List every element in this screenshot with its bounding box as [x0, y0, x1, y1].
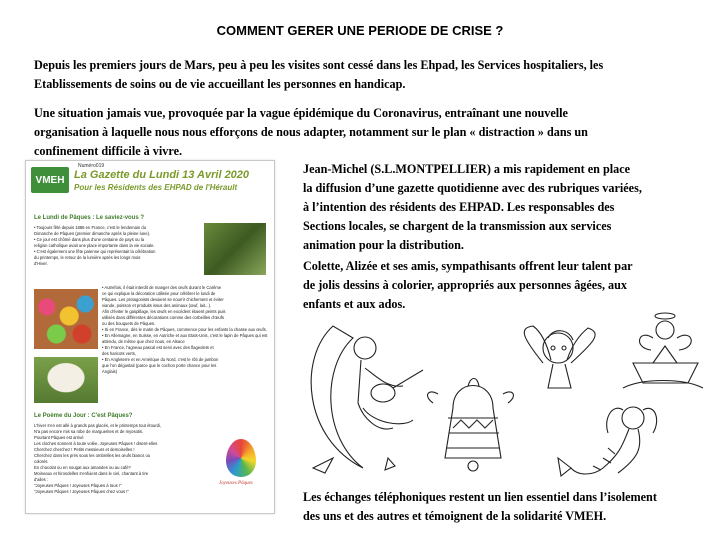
gazette-text-line: • C'est également une fête païenne qui représentait la célébration — [34, 249, 156, 254]
drawings-line: Colette, Alizée et ses amis, sympathisants offrent leur talent par — [303, 259, 633, 273]
gazette-text-line: Les cloches sonnent à toute volée, Joyeuses Pâques ! disent-elles — [34, 441, 158, 446]
vmeh-logo: VMEH — [31, 167, 69, 193]
gazette-text-line: ce qui explique la décoration utilisée pour célébrer le lundi de — [102, 291, 216, 296]
gazette-text-line: ou des bouquets de Pâques. — [102, 321, 156, 326]
gazette-text-line: attendu, de même que chez nous, en Alsace — [102, 339, 185, 344]
drawings-line: de jolis dessins à colorier, appropriés aux personnes âgées, aux — [303, 278, 628, 292]
gazette-subtitle: Pour les Résidents des EHPAD de l'Hérault — [74, 183, 238, 192]
gazette-text-line: Dimanche de Pâques (premier dimanche après la pleine lune). — [34, 231, 151, 236]
gazette-issue: Numéro019 — [78, 163, 105, 169]
gazette-text-line: "Joyeuses Pâques ! Joyeuses Pâques chez vous !" — [34, 489, 129, 494]
situation-line: confinement difficile à vivre. — [34, 144, 183, 158]
gazette-text-line: • En Angleterre et en Amérique du Nord, c'est le rôti de jambon — [102, 357, 219, 362]
gazette-text-line: • Autrefois, il était interdit de manger des œufs durant le Carême — [102, 285, 222, 290]
gazette-text-line: d'Hiver. — [34, 261, 48, 266]
gazette-image — [25, 160, 275, 514]
landscape-photo — [204, 223, 266, 275]
intro-line: Depuis les premiers jours de Mars, peu à peu les visites sont cessé dans les Ehpad, les Services hospitaliers, les — [34, 58, 604, 72]
closing-line: Les échanges téléphoniques restent un lien essentiel dans l’isolement — [303, 490, 657, 504]
gazette-text-line: Pourtant Pâques est arrivé — [34, 435, 84, 440]
lamb-photo — [34, 357, 98, 403]
gazette-text-line: • Ce jour est chômé dans plus d'une centaine de pays ou la — [34, 237, 145, 242]
gazette-section-heading: Le Lundi de Pâques : Le saviez-vous ? — [34, 215, 145, 221]
gazette-text-line: • En France, l'agneau pascal est servi avec des flageolets et — [102, 345, 214, 350]
moon-musician-drawing — [311, 326, 423, 473]
gazette-text-line: Anglais) — [102, 369, 118, 374]
fairy-drawing — [524, 326, 595, 388]
gazette-text-line: du printemps, le retour de la lumière après les longs mois — [34, 255, 141, 260]
gazette-line: Jean-Michel (S.L.MONTPELLIER) a mis rapidement en place — [303, 162, 631, 176]
situation-line: organisation à laquelle nous nous efforçons de nous adapter, notamment sur le plan « distraction » dans un — [34, 125, 588, 139]
gazette-text-line: viande, poisson et produits issus des animaux (œuf, lait...). — [102, 303, 212, 308]
gazette-text-line: colorés — [34, 459, 48, 464]
drawings-paragraph — [303, 257, 698, 314]
gazette-text-line: Cherchez dans les prés sous les ombrelles les œufs blancs ou — [34, 453, 151, 458]
gazette-line: Sections locales, se chargent de la transmission aux services — [303, 219, 612, 233]
easter-bell-drawing — [428, 379, 514, 472]
gazette-text-line: des haricots verts, — [102, 351, 136, 356]
gazette-line: la diffusion d’une gazette quotidienne avec des rubriques variées, — [303, 181, 642, 195]
gazette-text-line: Afin d'éviter le gaspillage, les œufs en excédent étaient peints puis — [102, 309, 226, 314]
gazette-text-line: religion catholique avait une place importante dans la vie sociale. — [34, 243, 155, 248]
gazette-text-line: que l'on dégustait (parce que le cochon porte chance pour les — [102, 363, 217, 368]
angel-boat-drawing — [623, 313, 703, 388]
gazette-text-line: Moineaux et hirondelles s'enfuient dans le ciel, chantant à tire — [34, 471, 149, 476]
intro-paragraph — [34, 56, 694, 94]
gazette-text-line: • En Allemagne, en Suisse, en Autriche et aux Etats-Unis, c'est le lapin de Pâques qui est — [102, 333, 268, 338]
gazette-line: animation pour la distribution. — [303, 238, 464, 252]
gazette-text-line: • Toujours fêté depuis 1886 en France, c'est le lendemain du — [34, 225, 147, 230]
easter-egg-label: Joyeuses Pâques — [219, 481, 253, 486]
gazette-text-line: "Joyeuses Pâques ! Joyeuses Pâques à tous !" — [34, 483, 122, 488]
gazette-section-text — [34, 225, 202, 267]
intro-line: Etablissements de soins ou de vie accueillant les personnes en handicap. — [34, 77, 406, 91]
drawings-line: enfants et aux ados. — [303, 297, 406, 311]
gazette-text-line: Cherchez cherchez ! Petits messieurs et demoiselles ! — [34, 447, 135, 452]
page-title: COMMENT GERER UNE PERIODE DE CRISE ? — [216, 23, 504, 38]
gazette-line: à l’intention des résidents des EHPAD. Les responsables des — [303, 200, 615, 214]
gazette-text-line: utilisés dans différentes décorations comme des corbeilles d'œufs — [102, 315, 224, 320]
situation-paragraph — [34, 104, 694, 161]
gazette-poem — [34, 423, 220, 495]
gazette-text-line: • Si en France, dès le matin de Pâques, commence pour les enfants la chasse aux œufs. — [102, 327, 267, 332]
coloring-drawings — [303, 308, 713, 484]
closing-paragraph — [303, 488, 703, 526]
gazette-text-line: Pâques. Les protagonists devaient se nourrir chichement et éviter — [102, 297, 224, 302]
gazette-text-line: En chocolat ou en nougat aux amandes ou au café? — [34, 465, 131, 470]
gazette-text-line: d'ailes : — [34, 477, 49, 482]
easter-egg-image — [226, 439, 256, 477]
gazette-text-line: L'hiver s'en est allé à grands pas glacés, et le printemps tout étourdi, — [34, 423, 162, 428]
gazette-title: La Gazette du Lundi 13 Avril 2020 — [74, 169, 250, 181]
gazette-section-text — [102, 285, 268, 409]
gazette-section-heading: Le Poème du Jour : C'est Pâques? — [34, 413, 133, 419]
gazette-text-line: N'a pas encore mis sa robe de marguerites et de myosotis. — [34, 429, 144, 434]
situation-line: Une situation jamais vue, provoquée par la vague épidémique du Coronavirus, entraînant une nouvelle — [34, 106, 568, 120]
closing-line: des uns et des autres et témoignent de la solidarité VMEH. — [303, 509, 607, 523]
mermaid-drawing — [558, 407, 657, 476]
painted-eggs-photo — [34, 289, 98, 349]
gazette-paragraph — [303, 160, 698, 255]
